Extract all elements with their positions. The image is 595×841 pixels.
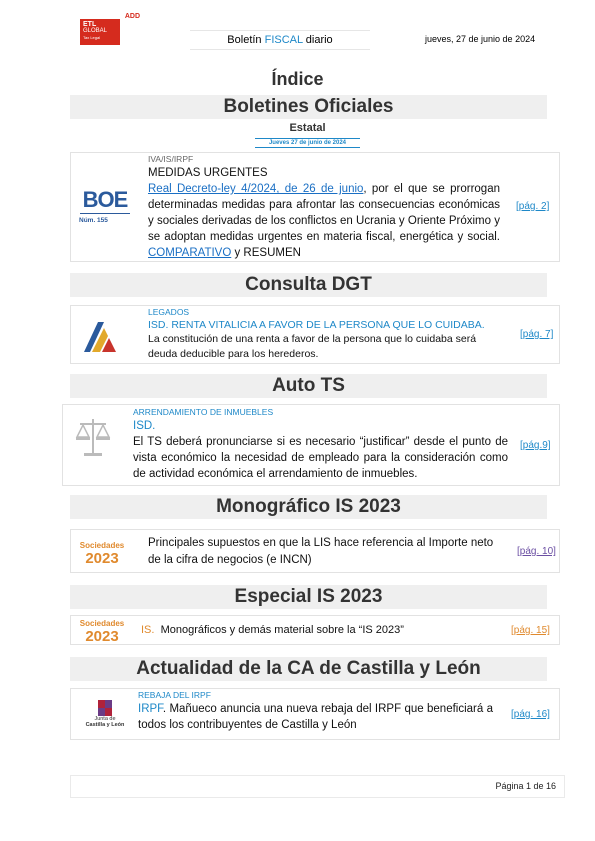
- logo-global-text: GLOBAL: [83, 28, 108, 34]
- entry-boe: [70, 152, 560, 262]
- entry-text: La constitución de una renta a favor de la persona que lo cuidaba será deuda deducible para los herederos.: [148, 333, 477, 360]
- entry-cyl: [70, 688, 560, 740]
- index-title: Índice: [271, 69, 324, 89]
- entry-category: ARRENDAMIENTO DE INMUEBLES: [133, 407, 274, 417]
- comparativo-link[interactable]: COMPARATIVO: [148, 247, 232, 259]
- logo-etl-text: ETL: [83, 21, 97, 28]
- section-estatal: Estatal: [289, 122, 326, 134]
- estatal-date: Jueves 27 de junio de 2024: [255, 138, 360, 148]
- entry-title: ISD.: [133, 420, 156, 432]
- entry-category: REBAJA DEL IRPF: [138, 690, 211, 700]
- entry-ts: [62, 404, 560, 486]
- boe-logo-icon: BOE Núm. 155: [79, 183, 131, 229]
- rdl-link[interactable]: Real Decreto-ley 4/2024, de 26 de junio: [148, 183, 364, 195]
- page-footer: [70, 775, 565, 798]
- sociedades-2023-icon: Sociedades 2023: [79, 540, 125, 567]
- entry-mono: [70, 529, 560, 573]
- entry-category: LEGADOS: [148, 307, 190, 317]
- entry-text: El TS deberá pronunciarse si es necesario “justificar” desde el punto de vista económico la necesidad de empleado para la consideración como de actividad económica el arrendamiento de inmuebles.: [133, 436, 508, 480]
- logo-legal-text: Tax Legal: [83, 35, 101, 40]
- page-link[interactable]: [pág. 7]: [520, 329, 554, 340]
- sociedades-2023-icon: Sociedades 2023: [79, 618, 125, 645]
- entry-category: IVA/IS/IRPF: [148, 154, 194, 164]
- section-actualidad: Actualidad de la CA de Castilla y León: [70, 657, 547, 681]
- page-link[interactable]: [pág. 2]: [516, 201, 550, 212]
- junta-castilla-leon-icon: Junta de Castilla y León: [77, 697, 133, 731]
- header-date: jueves, 27 de junio de 2024: [425, 34, 536, 44]
- entry-especial: [70, 615, 560, 645]
- section-especial: Especial IS 2023: [70, 585, 547, 609]
- section-boletines: Boletines Oficiales: [70, 95, 547, 119]
- page-link[interactable]: [pág. 16]: [511, 709, 550, 720]
- logo-add-text: ADD: [124, 13, 140, 20]
- aeat-logo-icon: [77, 315, 119, 355]
- etl-logo: [80, 13, 140, 49]
- scales-of-justice-icon: [73, 413, 113, 461]
- page-link[interactable]: [pág. 15]: [511, 625, 550, 636]
- bulletin-title: Boletín FISCAL diario: [190, 30, 370, 50]
- section-monografico: Monográfico IS 2023: [70, 495, 547, 519]
- page-link[interactable]: [pág. 10]: [517, 546, 556, 557]
- entry-text: Real Decreto-ley 4/2024, de 26 de junio, por el que se prorrogan determinadas medidas para afrontar las consecuencias económicas y sociales derivadas de los conflictos en Ucrania y Oriente Próximo y se adoptan medidas urgentes en materia fiscal, energética y social. COMPARATIVO y RESUMEN: [148, 183, 500, 259]
- entry-title: ISD. RENTA VITALICIA A FAVOR DE LA PERSONA QUE LO CUIDABA.: [148, 319, 485, 331]
- entry-text: IS. Monográficos y demás material sobre la “IS 2023”: [141, 624, 404, 636]
- page-number: Página 1 de 16: [495, 781, 556, 791]
- entry-title: MEDIDAS URGENTES: [148, 167, 268, 179]
- entry-text: IRPF. Mañueco anuncia una nueva rebaja del IRPF que beneficiará a todos los contribuyentes de Castilla y León: [138, 703, 493, 731]
- section-auto: Auto TS: [70, 374, 547, 398]
- section-consulta: Consulta DGT: [70, 273, 547, 297]
- page-link[interactable]: [pág.9]: [520, 440, 551, 451]
- entry-text: Principales supuestos en que la LIS hace referencia al Importe neto de la cifra de negocios (e INCN): [148, 537, 494, 566]
- entry-dgt: [70, 305, 560, 364]
